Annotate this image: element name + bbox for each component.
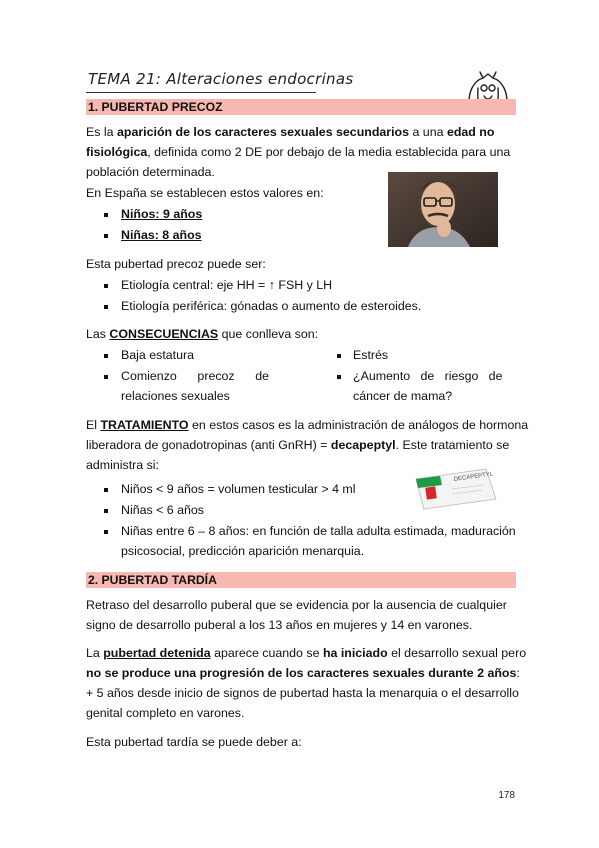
list-item-baja-estatura: Baja estatura (121, 348, 195, 362)
bullet (104, 234, 108, 238)
detenida-line-3: + 5 años desde inicio de signos de pubertad hasta la menarquia o el desarrollo (86, 686, 519, 700)
definition-line-3: población determinada. (86, 165, 215, 179)
treatment-line-3: administra si: (86, 458, 159, 472)
bullet (104, 375, 108, 379)
detenida-line-4: genital completo en varones. (86, 706, 245, 720)
box-label: DECAPEPTYL (453, 471, 494, 483)
bullet (104, 354, 108, 358)
bullet (104, 213, 108, 217)
treatment-line-1: El TRATAMIENTO en estos casos es la administración de análogos de hormona (86, 418, 529, 432)
tardia-definition-line-2: signo de desarrollo puberal a los 13 años en mujeres y 14 en varones. (86, 618, 473, 632)
consequences-intro: Las CONSECUENCIAS que conlleva son: (86, 327, 319, 341)
section-heading-pubertad-tardia: 2. PUBERTAD TARDÍA (88, 573, 217, 587)
bullet (337, 354, 341, 358)
list-item-treatment-ninas: Niñas < 6 años (121, 503, 205, 517)
list-item-comienzo-precoz: Comienzo precoz de (121, 369, 270, 383)
decapeptyl-box-image (412, 465, 498, 513)
list-item-cancer-mama-cont: cáncer de mama? (353, 389, 453, 403)
bullet (104, 488, 108, 492)
list-item-comienzo-precoz-cont: relaciones sexuales (121, 389, 230, 403)
definition-line-2: fisiológica, definida como 2 DE por debajo de la media establecida para una (86, 145, 511, 159)
list-item-estres: Estrés (353, 348, 389, 362)
bullet (104, 530, 108, 534)
tardia-definition-line-1: Retraso del desarrollo puberal que se evidencia por la ausencia de cualquier (86, 598, 507, 612)
detenida-line-2: no se produce una progresión de los caracteres sexuales durante 2 años: (86, 666, 520, 680)
bullet (337, 375, 341, 379)
list-item-etiologia-central: Etiología central: eje HH = ↑ FSH y LH (121, 278, 333, 292)
bullet (104, 509, 108, 513)
page-number: 178 (498, 790, 515, 801)
tardia-causes-intro: Esta pubertad tardía se puede deber a: (86, 735, 302, 749)
list-item-etiologia-periferica: Etiología periférica: gónadas o aumento de esteroides. (121, 299, 422, 313)
detenida-line-1: La pubertad detenida aparece cuando se ha iniciado el desarrollo sexual pero (86, 646, 527, 660)
treatment-line-2: liberadora de gonadotropinas (anti GnRH) = decapeptyl. Este tratamiento se (86, 438, 510, 452)
page-title: TEMA 21: Alteraciones endocrinas (88, 70, 354, 88)
spain-intro: En España se establecen estos valores en: (86, 186, 324, 200)
definition-line-1: Es la aparición de los caracteres sexuales secundarios a una edad no (86, 125, 495, 139)
list-item-cancer-mama: ¿Aumento de riesgo de (353, 369, 503, 383)
thinking-man-photo (388, 172, 498, 247)
list-item-treatment-ninos: Niños < 9 años = volumen testicular > 4 ml (121, 482, 356, 496)
bullet (104, 284, 108, 288)
list-item-ninas: Niñas: 8 años (121, 228, 202, 242)
list-item-treatment-ninas-6-8: Niñas entre 6 – 8 años: en función de talla adulta estimada, maduración (121, 524, 516, 538)
title-underline (86, 92, 316, 93)
list-item-ninos: Niños: 9 años (121, 207, 203, 221)
bullet (104, 305, 108, 309)
precoz-types-intro: Esta pubertad precoz puede ser: (86, 257, 266, 271)
list-item-treatment-ninas-6-8-cont: psicosocial, predicción aparición menarquia. (121, 544, 365, 558)
section-heading-pubertad-precoz: 1. PUBERTAD PRECOZ (88, 100, 223, 114)
